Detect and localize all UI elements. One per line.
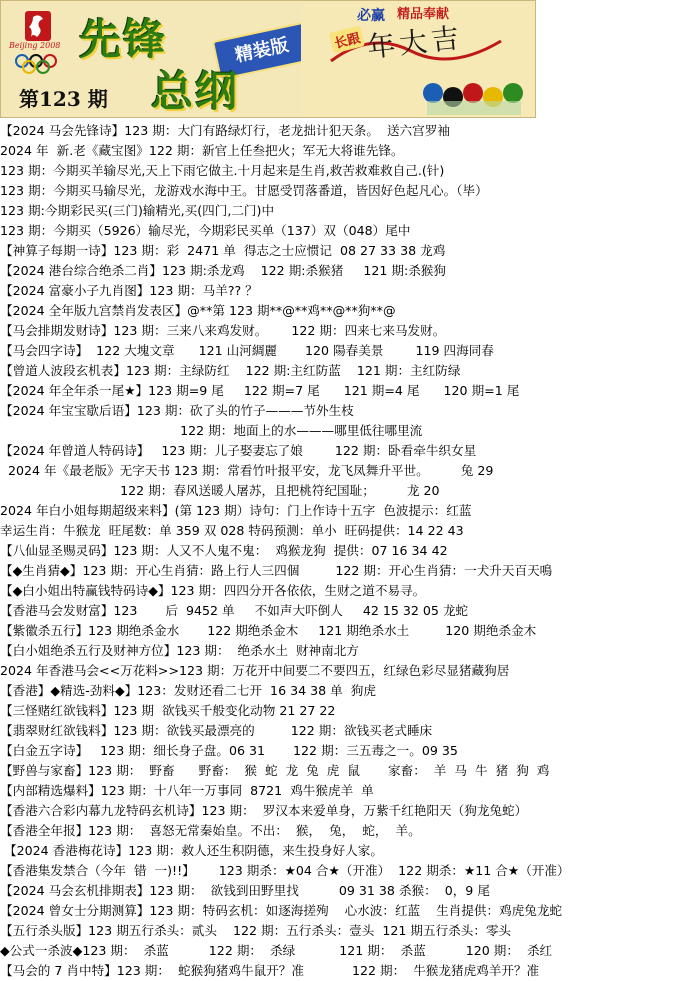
text-line: 2024 年《最老版》无字天书 123 期：常看竹叶报平安，龙飞凤舞升平世。 兔 29: [0, 463, 494, 478]
banner-tag-jingpin: 精品奉献: [397, 7, 450, 22]
banner-tag-biying: 必赢: [357, 8, 385, 24]
text-line: ◆公式一杀波◆123 期： 杀蓝 122 期： 杀绿 121 期： 杀蓝 120 期： 杀红: [0, 943, 553, 958]
text-line: 【香港全年报】123 期： 喜怒无常秦始皇。不出： 猴， 兔， 蛇， 羊。: [0, 823, 421, 838]
text-line: 幸运生肖：牛猴龙 旺尾数：单 359 双 028 特码预测：单小 旺码提供：14 22 43: [0, 523, 464, 538]
text-line: 122 期：春风送暖人屠苏，且把桃符纪国耻； 龙 20: [0, 483, 440, 498]
text-line: 123 期:今期彩民买(三门)输精光,买(四门,二门)中: [0, 203, 275, 218]
text-line: 【香港】◆精选-劲料◆】123：发财还看二七开 16 34 38 单 狗虎: [0, 683, 376, 698]
banner-tag-changgen: 长跟: [329, 25, 365, 53]
text-line: 【马会排期发财诗】123 期：三来八来鸡发财。 122 期：四来七来马发财。: [0, 323, 446, 338]
text-line: 【白小姐绝杀五行及财神方位】123 期： 绝杀水土 财神南北方: [0, 643, 359, 658]
text-line: 【紫徽杀五行】123 期绝杀金水 122 期绝杀金木 121 期绝杀水土 120 期绝杀金木: [0, 623, 537, 638]
text-line: 【香港马会发财富】123 后 9452 单 不如声大吓倒人 42 15 32 05 龙蛇: [0, 603, 469, 618]
olympic-caption: Beijing 2008: [9, 41, 61, 50]
banner-calligraphy: 年大吉: [365, 21, 465, 64]
banner-title-line2: 总纲: [151, 67, 240, 116]
text-line: 【香港六合彩内幕九龙特码玄机诗】123 期： 罗汉本来爱单身，万紫千红艳阳天（狗龙兔蛇）: [0, 803, 528, 818]
text-line: 2024 年白小姐每期超级来料】(第 123 期）诗句：门上作诗十五字 色波提示：红蓝: [0, 503, 472, 518]
edition-badge: 精装版: [212, 22, 312, 81]
issue-number: 第123 期: [19, 87, 108, 111]
text-line: 【马会的 7 肖中特】123 期： 蛇猴狗猪鸡牛鼠开？准 122 期： 牛猴龙猪虎鸡羊开？准: [0, 963, 540, 978]
text-line: 【2024 全年版九宫禁肖发表区】@**第 123 期**@**鸡**@**狗**@: [0, 303, 396, 318]
text-line: 【2024 年宝宝歇后语】123 期：砍了头的竹子———节外生枝: [0, 403, 354, 418]
text-line: 【2024 曾女士分期测算】123 期：特码玄机：如逐海搓殉 心水波：红蓝 生肖提供：鸡虎兔龙蛇: [0, 903, 563, 918]
text-line: 【◆白小姐出特赢钱特码诗◆】123 期：四四分开各依依，生财之道不易寻。: [0, 583, 426, 598]
text-line: 123 期：今期买羊输尽光,天上下雨它做主.十月起来是生肖,救苦救难救自己.(针): [0, 163, 445, 178]
text-line: 【神算子每期一诗】123 期：彩 2471 单 得志之士应惯记 08 27 33 38 龙鸡: [0, 243, 446, 258]
text-line: 【2024 马会先锋诗】123 期：大门有路绿灯行，老龙拙计犯天条。 送六宫罗袖: [0, 123, 450, 138]
text-line: 【内部精选爆料】123 期：十八年一万事同 8721 鸡牛猴虎羊 单: [0, 783, 374, 798]
text-line: 【香港集发禁合（今年 错 一)!!】 123 期杀：★04 合★（开准） 122 期杀：★11 合★（开准）: [0, 863, 570, 878]
text-line: 【野兽与家畜】123 期： 野畜 野畜： 猴 蛇 龙 兔 虎 鼠 家畜： 羊 马 牛 猪 狗 鸡: [0, 763, 550, 778]
text-line: 【三怪赌红欲钱料】123 期 欲钱买千般变化动物 21 27 22: [0, 703, 336, 718]
banner-title-line1: 先锋: [79, 15, 168, 64]
text-line: 2024 年 新.老《藏宝图》122 期：新官上任叁把火；军无大将谁先锋。: [0, 143, 404, 158]
banner: [0, 0, 536, 118]
text-line: 123 期：今期买马输尽光，龙游戏水海中王。甘愿受罚落番道，皆因好色起凡心。（毕）: [0, 183, 488, 198]
text-line: 【翡翠财红欲钱料】123 期：欲钱买最漂亮的 122 期：欲钱买老式睡床: [0, 723, 433, 738]
text-line: 【曾道人波段玄机表】123 期：主绿防红 122 期:主红防蓝 121 期：主红防绿: [0, 363, 461, 378]
text-line: 【2024 年曾道人特码诗】 123 期：儿子娶妻忘了娘 122 期：卧看牵牛织女星: [0, 443, 477, 458]
text-line: 【马会四字诗】 122 大塊文章 121 山河綢麗 120 陽春美景 119 四海同春: [0, 343, 494, 358]
text-line: 【2024 年全年杀一尾★】123 期=9 尾 122 期=7 尾 121 期=4 尾 120 期=1 尾: [0, 383, 520, 398]
text-line: 122 期：地面上的水———哪里低往哪里流: [0, 423, 423, 438]
text-line: 【2024 马会玄机排期表】123 期： 欲钱到田野里找 09 31 38 杀猴： 0，9 尾: [0, 883, 490, 898]
text-line: 【白金五字诗】 123 期：细长身子盘。06 31 122 期：三五毒之一。09 35: [0, 743, 458, 758]
olympic-rings-icon: [13, 53, 71, 75]
text-line: 2024 年香港马会<<万花料>>123 期：万花开中间要二不要四五，红绿色彩尽显猪藏狗居: [0, 663, 510, 678]
text-line: 【2024 香港梅花诗】123 期：救人还生积阴德，来生投身好人家。: [0, 843, 383, 858]
text-line: 123 期：今期买（5926）输尽光，今期彩民买单（137）双（048）尾中: [0, 223, 411, 238]
text-line: 【五行杀头版】123 期五行杀头：贰头 122 期：五行杀头：壹头 121 期五行杀头：零头: [0, 923, 512, 938]
text-line: 【2024 富豪小子九肖图】123 期：马羊?? ？: [0, 283, 258, 298]
text-line: 【八仙显圣赐灵码】123 期：人又不人鬼不鬼： 鸡猴龙狗 提供：07 16 34 42: [0, 543, 448, 558]
text-line: 【◆生肖猜◆】123 期：开心生肖猜：路上行人三四個 122 期：开心生肖猜：一犬升天百天鳴: [0, 563, 553, 578]
text-line: 【2024 港台综合绝杀二肖】123 期:杀龙鸡 122 期:杀猴猪 121 期:杀猴狗: [0, 263, 446, 278]
